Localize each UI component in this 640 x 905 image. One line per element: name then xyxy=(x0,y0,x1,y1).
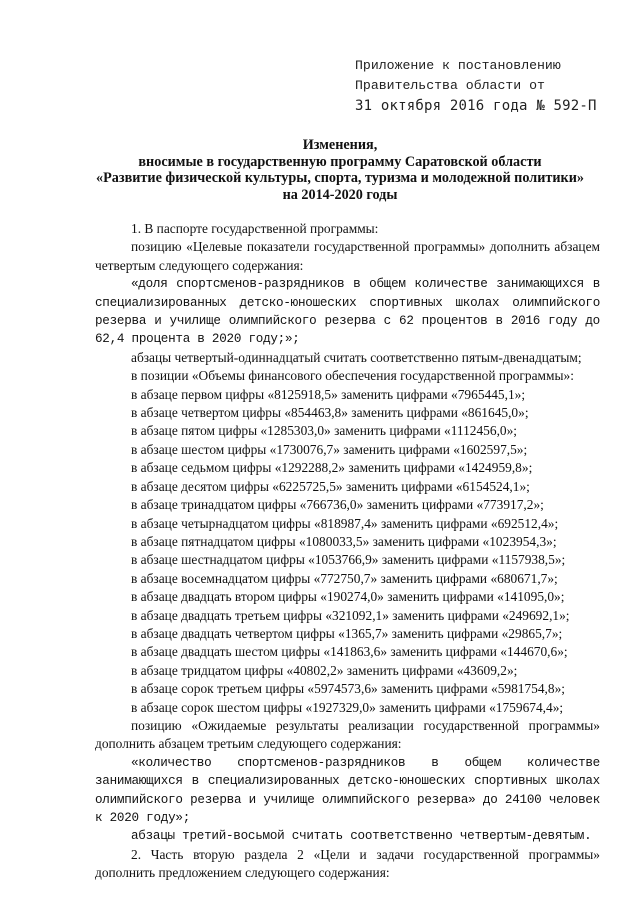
changes-list xyxy=(95,386,600,717)
title-line-1: Изменения, xyxy=(302,137,378,153)
change-item: в абзаце десятом цифры «6225725,5» заменить цифрами «6154524,1»; xyxy=(131,478,530,494)
document-body xyxy=(95,220,600,883)
change-item: в абзаце двадцать шестом цифры «141863,6» заменить цифрами «144670,6»; xyxy=(131,644,568,660)
change-item: в абзаце двадцать третьем цифры «321092,1» заменить цифрами «249692,1»; xyxy=(131,607,570,623)
change-item: в абзаце четырнадцатом цифры «818987,4» заменить цифрами «692512,4»; xyxy=(131,515,559,531)
change-item: в абзаце сорок шестом цифры «1927329,0» заменить цифрами «1759674,4»; xyxy=(131,699,564,715)
paragraph-4: абзацы четвертый-одиннадцатый считать соответственно пятым-двенадцатым; xyxy=(131,349,582,365)
paragraph-7: «количество спортсменов-разрядников в общем количестве занимающихся в специализированных детско-юношеских спортивных школах олимпийского резерва и училище олимпийского резерва» до 24100 человек к 2020 году»; xyxy=(95,755,600,825)
change-item: в абзаце сорок третьем цифры «5974573,6» заменить цифрами «5981754,8»; xyxy=(131,681,566,697)
change-item: в абзаце четвертом цифры «854463,8» заменить цифрами «861645,0»; xyxy=(131,405,529,421)
paragraph-5: в позиции «Объемы финансового обеспечения государственной программы»: xyxy=(131,368,574,384)
paragraph-6: позицию «Ожидаемые результаты реализации государственной программы» дополнить абзацем третьим следующего содержания: xyxy=(95,717,600,752)
change-item: в абзаце тридцатом цифры «40802,2» заменить цифрами «43609,2»; xyxy=(131,662,518,678)
change-item: в абзаце первом цифры «8125918,5» заменить цифрами «7965445,1»; xyxy=(131,386,526,402)
document-title xyxy=(60,137,620,203)
appendix-line-2: Правительства области от xyxy=(355,78,545,93)
change-item: в абзаце восемнадцатом цифры «772750,7» заменить цифрами «680671,7»; xyxy=(131,570,558,586)
paragraph-3: «доля спортсменов-разрядников в общем количестве занимающихся в специализированных детско-юношеских спортивных школах олимпийского резерва и училище олимпийского резерва с 62 процентов в 2016 году до 62,4 процента в 2020 году;»; xyxy=(95,277,600,347)
appendix-date-number: 31 октября 2016 года № 592-П xyxy=(355,98,597,114)
appendix-header xyxy=(355,56,625,116)
change-item: в абзаце двадцать втором цифры «190274,0» заменить цифрами «141095,0»; xyxy=(131,589,565,605)
title-line-2: вносимые в государственную программу Саратовской области xyxy=(138,153,542,170)
paragraph-8: абзацы третий-восьмой считать соответственно четвертым-девятым. xyxy=(131,829,592,844)
change-item: в абзаце пятом цифры «1285303,0» заменить цифрами «1112456,0»; xyxy=(131,423,518,439)
change-item: в абзаце тринадцатом цифры «766736,0» заменить цифрами «773917,2»; xyxy=(131,497,544,513)
change-item: в абзаце шестом цифры «1730076,7» заменить цифрами «1602597,5»; xyxy=(131,441,528,457)
change-item: в абзаце пятнадцатом цифры «1080033,5» заменить цифрами «1023954,3»; xyxy=(131,533,557,549)
title-line-3: «Развитие физической культуры, спорта, туризма и молодежной политики» xyxy=(96,170,584,186)
appendix-line-1: Приложение к постановлению xyxy=(355,58,561,73)
paragraph-1: 1. В паспорте государственной программы: xyxy=(131,221,379,236)
change-item: в абзаце шестнадцатом цифры «1053766,9» заменить цифрами «1157938,5»; xyxy=(131,552,566,568)
paragraph-9: 2. Часть вторую раздела 2 «Цели и задачи государственной программы» дополнить предложением следующего содержания: xyxy=(95,846,600,881)
paragraph-2: позицию «Целевые показатели государственной программы» дополнить абзацем четвертым следующего содержания: xyxy=(95,239,600,273)
change-item: в абзаце седьмом цифры «1292288,2» заменить цифрами «1424959,8»; xyxy=(131,460,533,476)
title-line-4: на 2014-2020 годы xyxy=(282,186,398,203)
change-item: в абзаце двадцать четвертом цифры «1365,7» заменить цифрами «29865,7»; xyxy=(131,625,563,641)
